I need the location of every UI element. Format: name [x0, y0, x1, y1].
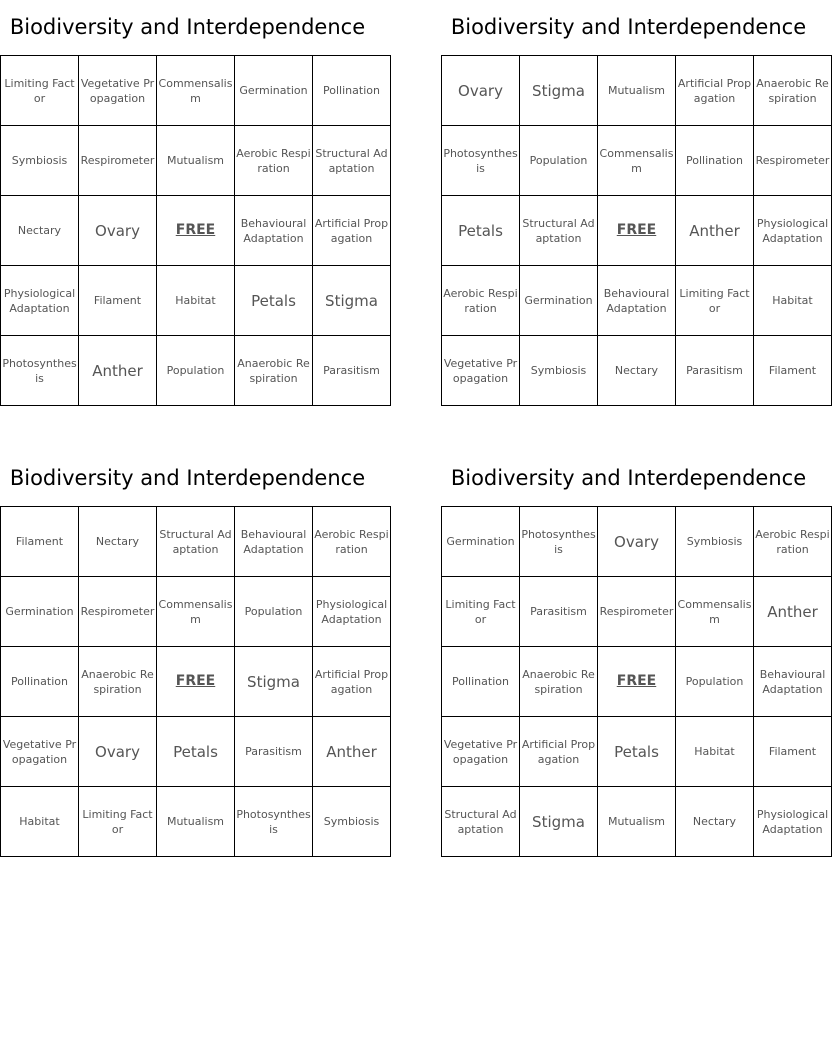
grid-cell: Symbiosis: [1, 126, 79, 196]
grid-cell: Commensalism: [598, 126, 676, 196]
grid-cell: Artificial Propagation: [313, 647, 391, 717]
grid-cell: Commensalism: [676, 577, 754, 647]
grid-cell: Photosynthesis: [235, 787, 313, 857]
grid-cell: Structural Adaptation: [157, 507, 235, 577]
grid-cell: Limiting Factor: [442, 577, 520, 647]
grid-row: [442, 56, 832, 126]
grid-cell: Physiological Adaptation: [1, 266, 79, 336]
grid-cell: Behavioural Adaptation: [235, 196, 313, 266]
grid-row: [442, 787, 832, 857]
free-cell: FREE: [598, 196, 676, 266]
grid-cell: Structural Adaptation: [313, 126, 391, 196]
grid-cell: Petals: [442, 196, 520, 266]
grid-cell: Anaerobic Respiration: [79, 647, 157, 717]
grid-cell: Symbiosis: [520, 336, 598, 406]
grid-cell: Anther: [754, 577, 832, 647]
grid-cell: Pollination: [1, 647, 79, 717]
grid-cell: Ovary: [442, 56, 520, 126]
bingo-grid: [0, 506, 391, 857]
grid-cell: Population: [157, 336, 235, 406]
grid-cell: Nectary: [598, 336, 676, 406]
grid-cell: Filament: [1, 507, 79, 577]
free-cell: FREE: [157, 196, 235, 266]
free-cell: FREE: [598, 647, 676, 717]
grid-cell: Population: [235, 577, 313, 647]
grid-cell: Habitat: [1, 787, 79, 857]
grid-row: [1, 647, 391, 717]
bingo-card-2: [441, 0, 830, 385]
grid-cell: Behavioural Adaptation: [598, 266, 676, 336]
grid-cell: Ovary: [79, 717, 157, 787]
grid-row: [442, 577, 832, 647]
grid-cell: Physiological Adaptation: [754, 196, 832, 266]
grid-cell: Germination: [442, 507, 520, 577]
bingo-grid: [441, 55, 832, 406]
grid-row: [442, 126, 832, 196]
grid-cell: Respirometer: [79, 126, 157, 196]
card-title: Biodiversity and Interdependence: [9, 466, 366, 490]
grid-row: [442, 717, 832, 787]
free-cell: FREE: [157, 647, 235, 717]
grid-cell: Nectary: [79, 507, 157, 577]
card-title: Biodiversity and Interdependence: [450, 15, 807, 39]
grid-cell: Population: [520, 126, 598, 196]
grid-cell: Anaerobic Respiration: [235, 336, 313, 406]
grid-cell: Pollination: [442, 647, 520, 717]
grid-cell: Anaerobic Respiration: [520, 647, 598, 717]
grid-cell: Nectary: [1, 196, 79, 266]
grid-row: [442, 507, 832, 577]
grid-cell: Anther: [313, 717, 391, 787]
grid-row: [1, 787, 391, 857]
grid-cell: Limiting Factor: [1, 56, 79, 126]
bingo-card-3: [0, 451, 389, 836]
grid-cell: Pollination: [313, 56, 391, 126]
grid-cell: Aerobic Respiration: [754, 507, 832, 577]
grid-cell: Limiting Factor: [676, 266, 754, 336]
grid-cell: Vegetative Propagation: [79, 56, 157, 126]
grid-cell: Habitat: [157, 266, 235, 336]
grid-cell: Pollination: [676, 126, 754, 196]
grid-cell: Artificial Propagation: [676, 56, 754, 126]
grid-cell: Mutualism: [157, 126, 235, 196]
grid-cell: Ovary: [598, 507, 676, 577]
grid-cell: Mutualism: [598, 56, 676, 126]
grid-cell: Behavioural Adaptation: [235, 507, 313, 577]
grid-cell: Aerobic Respiration: [235, 126, 313, 196]
grid-cell: Commensalism: [157, 56, 235, 126]
grid-cell: Parasitism: [235, 717, 313, 787]
grid-cell: Parasitism: [676, 336, 754, 406]
grid-cell: Parasitism: [313, 336, 391, 406]
grid-cell: Commensalism: [157, 577, 235, 647]
grid-cell: Respirometer: [79, 577, 157, 647]
grid-cell: Respirometer: [754, 126, 832, 196]
grid-cell: Habitat: [754, 266, 832, 336]
grid-cell: Anther: [676, 196, 754, 266]
bingo-grid: [441, 506, 832, 857]
grid-cell: Stigma: [520, 56, 598, 126]
grid-cell: Germination: [235, 56, 313, 126]
grid-row: [1, 126, 391, 196]
grid-row: [1, 336, 391, 406]
grid-cell: Artificial Propagation: [520, 717, 598, 787]
grid-cell: Aerobic Respiration: [442, 266, 520, 336]
grid-row: [1, 56, 391, 126]
grid-cell: Mutualism: [598, 787, 676, 857]
grid-cell: Anther: [79, 336, 157, 406]
grid-cell: Photosynthesis: [1, 336, 79, 406]
grid-cell: Vegetative Propagation: [1, 717, 79, 787]
grid-cell: Structural Adaptation: [520, 196, 598, 266]
grid-cell: Filament: [754, 336, 832, 406]
grid-cell: Stigma: [313, 266, 391, 336]
grid-cell: Petals: [157, 717, 235, 787]
grid-row: [442, 196, 832, 266]
grid-cell: Population: [676, 647, 754, 717]
grid-cell: Vegetative Propagation: [442, 336, 520, 406]
grid-cell: Behavioural Adaptation: [754, 647, 832, 717]
grid-row: [1, 507, 391, 577]
grid-cell: Anaerobic Respiration: [754, 56, 832, 126]
grid-cell: Petals: [235, 266, 313, 336]
grid-cell: Parasitism: [520, 577, 598, 647]
card-title: Biodiversity and Interdependence: [9, 15, 366, 39]
grid-row: [1, 266, 391, 336]
card-title: Biodiversity and Interdependence: [450, 466, 807, 490]
grid-row: [442, 336, 832, 406]
grid-cell: Vegetative Propagation: [442, 717, 520, 787]
bingo-grid: [0, 55, 391, 406]
grid-cell: Ovary: [79, 196, 157, 266]
grid-cell: Germination: [520, 266, 598, 336]
grid-row: [1, 196, 391, 266]
grid-row: [1, 717, 391, 787]
grid-cell: Respirometer: [598, 577, 676, 647]
grid-cell: Aerobic Respiration: [313, 507, 391, 577]
grid-cell: Petals: [598, 717, 676, 787]
grid-cell: Artificial Propagation: [313, 196, 391, 266]
bingo-card-4: [441, 451, 830, 836]
grid-cell: Symbiosis: [313, 787, 391, 857]
grid-cell: Limiting Factor: [79, 787, 157, 857]
grid-cell: Symbiosis: [676, 507, 754, 577]
grid-cell: Stigma: [520, 787, 598, 857]
grid-cell: Filament: [79, 266, 157, 336]
grid-row: [1, 577, 391, 647]
bingo-card-1: [0, 0, 389, 385]
grid-row: [442, 647, 832, 717]
grid-cell: Physiological Adaptation: [313, 577, 391, 647]
grid-cell: Physiological Adaptation: [754, 787, 832, 857]
grid-cell: Mutualism: [157, 787, 235, 857]
grid-cell: Structural Adaptation: [442, 787, 520, 857]
grid-cell: Nectary: [676, 787, 754, 857]
grid-cell: Photosynthesis: [520, 507, 598, 577]
grid-row: [442, 266, 832, 336]
grid-cell: Filament: [754, 717, 832, 787]
grid-cell: Photosynthesis: [442, 126, 520, 196]
grid-cell: Habitat: [676, 717, 754, 787]
grid-cell: Stigma: [235, 647, 313, 717]
grid-cell: Germination: [1, 577, 79, 647]
